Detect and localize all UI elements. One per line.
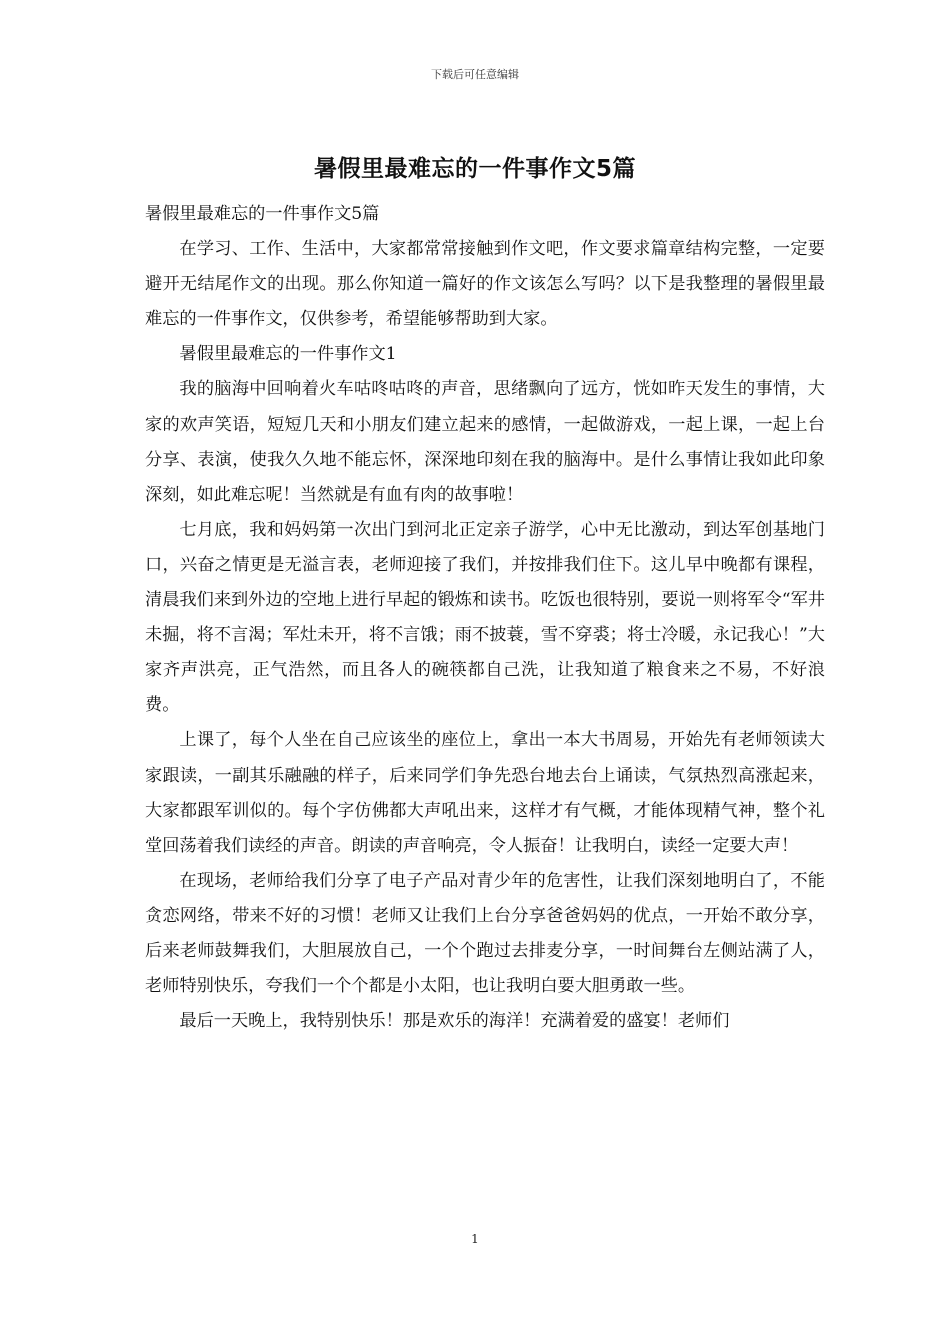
body-paragraph: 在现场，老师给我们分享了电子产品对青少年的危害性，让我们深刻地明白了，不能贪恋网络，带来不好的习惯！老师又让我们上台分享爸爸妈妈的优点，一开始不敢分享，后来老师鼓舞我们，大胆展放自己，一个个跑过去排麦分享，一时间舞台左侧站满了人，老师特别快乐，夸我们一个个都是小太阳，也让我明白要大胆勇敢一些。	[145, 870, 825, 997]
header-note: 下载后可任意编辑	[431, 68, 519, 81]
document-title: 暑假里最难忘的一件事作文5篇	[313, 156, 636, 182]
page-number: 1	[471, 1232, 479, 1246]
section-heading: 暑假里最难忘的一件事作文1	[179, 344, 397, 365]
body-paragraph: 上课了，每个人坐在自己应该坐的座位上，拿出一本大书周易，开始先有老师领读大家跟读，一副其乐融融的样子，后来同学们争先恐台地去台上诵读，气氛热烈高涨起来，大家都跟军训似的。每个字仿佛都大声吼出来，这样才有气概，才能体现精气神，整个礼堂回荡着我们读经的声音。朗读的声音响亮，令人振奋！让我明白，读经一定要大声！	[145, 730, 825, 856]
subtitle: 暑假里最难忘的一件事作文5篇	[145, 204, 380, 224]
body-paragraph: 最后一天晚上，我特别快乐！那是欢乐的海洋！充满着爱的盛宴！老师们	[179, 1011, 730, 1032]
body-paragraph: 七月底，我和妈妈第一次出门到河北正定亲子游学，心中无比激动，到达军创基地门口，兴奋之情更是无溢言表，老师迎接了我们，并按排我们住下。这儿早中晚都有课程，清晨我们来到外边的空地上进行早起的锻炼和读书。吃饭也很特别，要说一则将军令“军井未掘，将不言渴；军灶未开，将不言饿；雨不披蓑，雪不穿裘；将士冷暖，永记我心！”大家齐声洪亮，正气浩然，而且各人的碗筷都自己洗，让我知道了粮食来之不易，不好浪费。	[145, 519, 825, 716]
document-body	[145, 197, 825, 1039]
body-paragraph: 我的脑海中回响着火车咕咚咕咚的声音，思绪飘向了远方，恍如昨天发生的事情，大家的欢声笑语，短短几天和小朋友们建立起来的感情，一起做游戏，一起上课，一起上台分享、表演，使我久久地不能忘怀，深深地印刻在我的脑海中。是什么事情让我如此印象深刻，如此难忘呢！当然就是有血有肉的故事啦！	[145, 379, 825, 505]
intro-paragraph: 在学习、工作、生活中，大家都常常接触到作文吧，作文要求篇章结构完整，一定要避开无结尾作文的出现。那么你知道一篇好的作文该怎么写吗？以下是我整理的暑假里最难忘的一件事作文，仅供参考，希望能够帮助到大家。	[145, 239, 825, 330]
